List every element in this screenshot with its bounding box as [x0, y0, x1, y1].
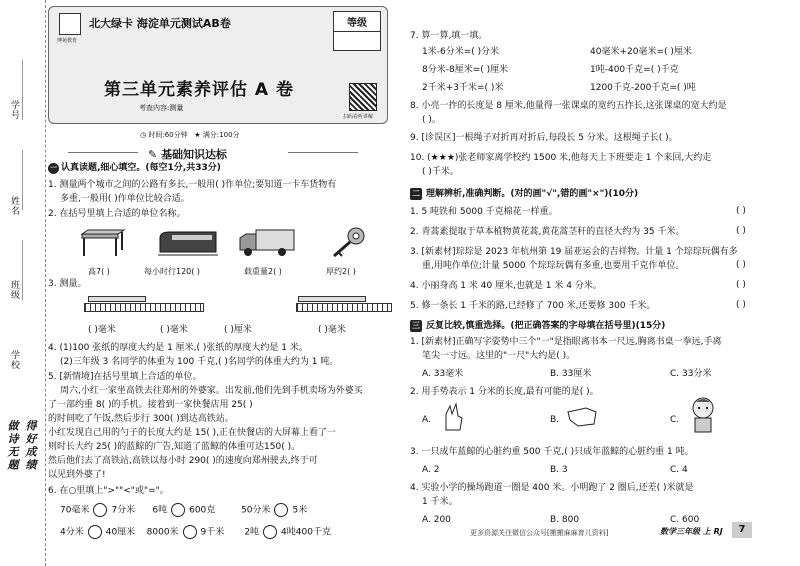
unit-picture-row — [58, 226, 388, 276]
option-c[interactable]: C. 4 — [670, 465, 688, 475]
calc-item: 1吨-400千克=( )千克 — [590, 65, 679, 75]
compare-left: 50分米 — [241, 505, 271, 516]
question: 4. (1)100 张纸的厚度大约是 1 厘米,( )张纸的厚度大约是 1 米。 — [48, 343, 308, 353]
compare-left: 4分米 — [60, 527, 84, 538]
margin-line — [22, 60, 23, 120]
hand-gesture-icon — [566, 404, 598, 430]
eraser-object — [88, 296, 146, 302]
pencil-object — [298, 296, 366, 302]
option-b[interactable]: B. — [550, 415, 560, 425]
section-heading-label: 基础知识达标 — [161, 148, 228, 161]
calc-item: 1米-6分米=( )分米 — [422, 47, 500, 57]
part-number-badge: 一 — [50, 164, 57, 172]
series-title: 北大绿卡 海淀单元测试AB卷 — [89, 17, 231, 30]
part1-title-text: 认真读题,细心填空。(每空1分,共33分) — [61, 163, 221, 173]
part2-title-text: 理解辨析,准确判断。(对的画"√",错的画"×")(10分) — [426, 189, 639, 199]
compare-left: 8000米 — [146, 527, 179, 538]
margin-label-id: 学号 — [9, 100, 19, 120]
question: 然后他们去了高铁站,高铁以每小时 290( )的速度向郑州驶去,终于可 — [48, 456, 318, 466]
compare-left: 6吨 — [152, 505, 168, 516]
question: 1. [新素材]正确写字姿势中三个"一"是指眼离书本一尺远,胸离书桌一拳远,手离 — [410, 337, 722, 347]
option-a[interactable]: A. 2 — [422, 465, 440, 475]
ruler-icon — [296, 303, 392, 312]
part-number-badge: 二 — [412, 189, 420, 198]
question: 4. 实验小学的操场跑道一圈是 400 米。小明跑了 2 圈后,还差( )米就是 — [410, 483, 694, 493]
page-number: 7 — [732, 522, 752, 538]
compare-circle[interactable] — [263, 525, 277, 539]
picture-caption: 厚约2( ) — [326, 267, 356, 276]
calc-item: 40毫米+20毫米=( )厘米 — [590, 47, 692, 57]
compare-right: 40厘米 — [105, 527, 136, 538]
page-title: 第三单元素养评估 A 卷 — [104, 80, 294, 100]
qr-caption: 扫码看听讲解 — [343, 114, 374, 120]
question: 以见到外婆了! — [48, 470, 106, 480]
time-score-row — [140, 130, 240, 140]
question: 6. 在○里填上">""<"或"="。 — [48, 486, 169, 496]
judge-item: 2. 青蒿素提取于草本植物黄花蒿,黄花蒿茎秆的直径大约为 35 千米。 — [410, 227, 685, 237]
question: 3. 一只成年蓝鲸的心脏约重 500 千克,( )只成年蓝鲸的心脏约重 1 吨。 — [410, 447, 694, 457]
question: 7. 算一算,填一填。 — [410, 31, 488, 41]
judge-item: 5. 修一条长 1 千米的路,已经修了 700 米,还要修 300 千米。 — [410, 301, 656, 311]
exam-content: 考查内容:测量 — [139, 104, 184, 112]
child-gesture-icon — [688, 396, 718, 434]
answer-paren[interactable]: ( ) — [736, 206, 746, 216]
compare-circle[interactable] — [274, 503, 288, 517]
calc-item: 1200千克-200千克=( )吨 — [590, 83, 696, 93]
question: 10. (★★★)张老师家离学校约 1500 米,他每天上下班要走 1 个来回,大约走 — [410, 153, 712, 163]
margin-slogan: 得好成绩 — [24, 420, 37, 472]
judge-item: 重,用吨作单位;计量 5000 个琮琮玩偶有多重,也要用千克作单位。 — [422, 261, 685, 271]
compare-right: 9千米 — [200, 527, 225, 538]
question: ( )千米。 — [422, 167, 459, 177]
margin-label-school: 学校 — [9, 350, 19, 370]
section-heading — [148, 146, 227, 162]
measure-answer: ( )厘米 — [224, 325, 252, 335]
picture-caption: 高7( ) — [88, 267, 110, 276]
part1-title — [48, 162, 221, 175]
compare-right: 5米 — [292, 505, 308, 516]
answer-paren[interactable]: ( ) — [736, 300, 746, 310]
table-icon — [78, 226, 126, 258]
right-column — [410, 6, 795, 561]
logo-icon — [59, 13, 81, 35]
question: 则时长大约 25( )的蓝鲸的广告,知道了蓝鲸的体重可达150( )。 — [48, 442, 301, 452]
logo-caption: 博苑教育 — [57, 38, 78, 44]
option-c[interactable]: C. 33分米 — [670, 369, 712, 379]
part3-title-text: 反复比较,慎重选择。(把正确答案的字母填在括号里)(15分) — [426, 321, 666, 331]
option-b[interactable]: B. 33厘米 — [550, 369, 592, 379]
compare-left: 70毫米 — [60, 505, 90, 516]
margin-line — [22, 240, 23, 300]
picture-caption: 载重量2( ) — [244, 267, 282, 276]
part3-title — [410, 318, 665, 332]
judge-item: 4. 小丽身高 1 米 40 厘米,也就是 1 米 4 分米。 — [410, 281, 602, 291]
key-icon — [328, 226, 368, 258]
grade-box — [333, 11, 381, 51]
divider — [288, 152, 358, 153]
judge-item: 3. [新素材]琮琮是 2023 年杭州第 19 届亚运会的吉祥物。计量 1 个琮琮玩偶有多 — [410, 247, 738, 257]
qr-code-icon[interactable] — [349, 83, 377, 111]
exam-score: 满分:100分 — [202, 131, 240, 139]
margin-label-class: 班级 — [9, 280, 19, 300]
hand-gesture-icon — [440, 402, 466, 432]
question: (2)三年级 3 名同学的体重为 100 千克,( )名同学的体重大约为 1 吨。 — [60, 357, 339, 367]
divider — [68, 152, 138, 153]
measure-answer: ( )毫米 — [88, 325, 116, 335]
question: ( )。 — [422, 115, 441, 125]
train-icon — [158, 226, 218, 258]
compare-right: 600克 — [189, 505, 216, 516]
answer-paren[interactable]: ( ) — [736, 226, 746, 236]
compare-right: 4吨400千克 — [281, 527, 331, 538]
question: 周六,小红一家坐高铁去往郑州的外婆家。出发前,他们先到手机卖场为外婆买 — [60, 386, 363, 396]
margin-label-name: 姓名 — [9, 196, 19, 216]
compare-right: 7分米 — [111, 505, 136, 516]
option-a[interactable]: A. 200 — [422, 515, 451, 525]
question: 1. 测量两个城市之间的公路有多长,一般用( )作单位;要知道一卡车货物有 — [48, 180, 337, 190]
calc-item: 2千米+3千米=( )米 — [422, 83, 504, 93]
question: 8. 小亮一拃的长度是 8 厘米,他量得一张课桌的宽约五拃长,这张课桌的宽大约是 — [410, 101, 727, 111]
question: 9. [诊误区]一根绳子对折再对折后,每段长 5 分米。这根绳子长( )。 — [410, 133, 678, 143]
grade-title: 等级 — [334, 12, 380, 32]
margin-slogan: 做诗无题 — [6, 420, 19, 472]
answer-paren[interactable]: ( ) — [736, 280, 746, 290]
option-b[interactable]: B. 800 — [550, 515, 580, 525]
option-a[interactable]: A. — [422, 415, 431, 425]
option-c[interactable]: C. — [670, 415, 680, 425]
judge-item: 1. 5 吨铁和 5000 千克棉花一样重。 — [410, 207, 558, 217]
option-c[interactable]: C. 600 — [670, 515, 700, 525]
compare-left: 2吨 — [244, 527, 260, 538]
exam-time: 时间:60分钟 — [148, 131, 188, 139]
measure-answer: ( )毫米 — [160, 325, 188, 335]
margin-line — [22, 150, 23, 210]
question: 了一部约重 8( )的手机。接着到一家快餐店用 25( ) — [48, 400, 253, 410]
footer-note: 更多资源关注微信公众号[搬搬麻麻育儿资料] — [470, 529, 609, 537]
compare-row — [60, 503, 307, 518]
part-number-badge: 三 — [412, 321, 420, 330]
calc-item: 8分米-8厘米=( )厘米 — [422, 65, 509, 75]
picture-caption: 每小时行120( ) — [144, 267, 201, 276]
compare-circle[interactable] — [183, 525, 197, 539]
measure-answer: ( )毫米 — [318, 325, 346, 335]
question: 5. [新情境]在括号里填上合适的单位。 — [48, 372, 202, 382]
question: 多重,一般用( )作单位比较合适。 — [60, 194, 190, 204]
left-column — [48, 6, 393, 561]
question: 1 千米。 — [422, 497, 458, 507]
question: 2. 在括号里填上合适的单位名称。 — [48, 209, 186, 219]
question: 2. 用手势表示 1 分米的长度,最有可能的是( )。 — [410, 387, 599, 397]
answer-paren[interactable]: ( ) — [736, 260, 746, 270]
truck-icon — [238, 226, 296, 258]
header-banner — [48, 6, 388, 124]
question: 小红发现自己用的勺子的长度大约是 15( ),正在快餐店的大屏幕上看了一 — [48, 428, 337, 438]
binding-margin — [0, 0, 46, 566]
question: 笔尖一寸远。这里的"一尺"大约是( )。 — [422, 351, 576, 361]
compare-circle[interactable] — [93, 503, 107, 517]
clock-icon: ◷ — [140, 131, 147, 139]
option-b[interactable]: B. 3 — [550, 465, 568, 475]
compare-circle[interactable] — [171, 503, 185, 517]
question: 的时间吃了午饭,然后步行 300( )到达高铁站。 — [48, 414, 234, 424]
part2-title — [410, 186, 638, 200]
question: 3. 测量。 — [48, 279, 87, 289]
ruler-icon — [84, 303, 204, 312]
option-a[interactable]: A. 33毫米 — [422, 369, 464, 379]
footer-grade: 数学三年级 上 RJ — [660, 527, 723, 536]
pencil-icon: ✎ — [148, 148, 158, 161]
compare-circle[interactable] — [88, 525, 102, 539]
star-icon: ★ — [194, 131, 201, 139]
compare-row — [60, 525, 331, 540]
